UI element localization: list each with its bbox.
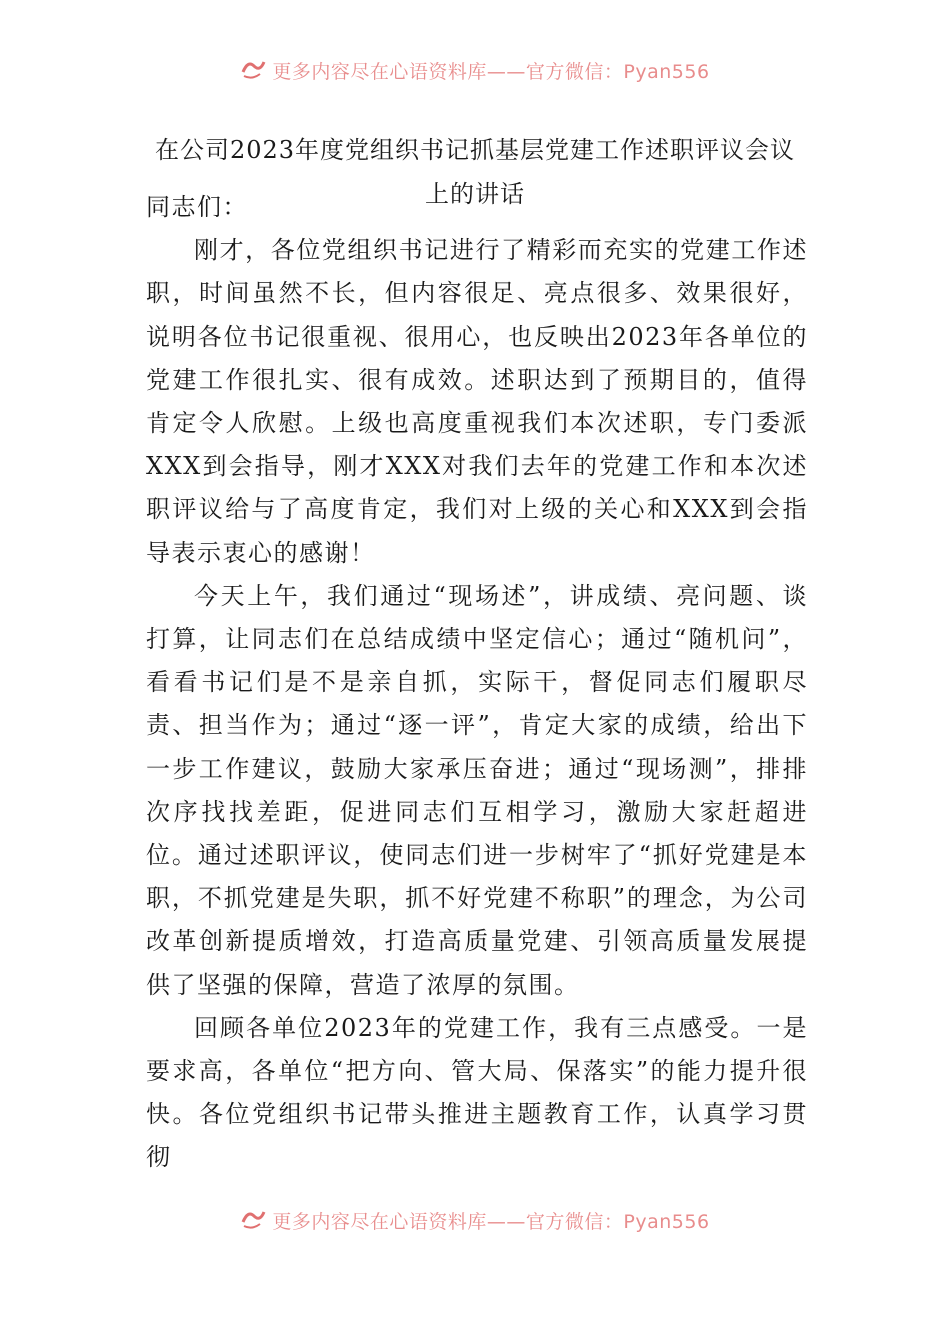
title-line-2: 上的讲话 bbox=[425, 180, 525, 208]
title-line-1: 在公司2023年度党组织书记抓基层党建工作述职评议会议 bbox=[154, 136, 796, 164]
watermark-header bbox=[0, 58, 950, 84]
watermark-text: 更多内容尽在心语资料库——官方微信：Pyan556 bbox=[272, 61, 710, 83]
document-body bbox=[146, 186, 808, 1180]
logo-icon bbox=[240, 1208, 266, 1234]
paragraph-2: 今天上午，我们通过“现场述”，讲成绩、亮问题、谈打算，让同志们在总结成绩中坚定信心；通过“随机问”，看看书记们是不是亲自抓，实际干，督促同志们履职尽责、担当作为；通过“逐一评”，肯定大家的成绩，给出下一步工作建议，鼓励大家承压奋进；通过“现场测”，排排次序找找差距，促进同志们互相学习，激励大家赶超进位。通过述职评议，使同志们进一步树牢了“抓好党建是本职，不抓党建是失职，抓不好党建不称职”的理念，为公司改革创新提质增效，打造高质量党建、引领高质量发展提供了坚强的保障，营造了浓厚的氛围。 bbox=[146, 581, 808, 999]
watermark-footer bbox=[0, 1208, 950, 1234]
paragraph-3: 回顾各单位2023年的党建工作，我有三点感受。一是要求高，各单位“把方向、管大局、保落实”的能力提升很快。各位党组织书记带头推进主题教育工作，认真学习贯彻 bbox=[146, 1013, 808, 1172]
logo-icon bbox=[240, 58, 266, 84]
watermark-text: 更多内容尽在心语资料库——官方微信：Pyan556 bbox=[272, 1211, 710, 1233]
salutation: 同志们： bbox=[146, 193, 248, 221]
paragraph-1: 刚才，各位党组织书记进行了精彩而充实的党建工作述职，时间虽然不长，但内容很足、亮点很多、效果很好，说明各位书记很重视、很用心，也反映出2023年各单位的党建工作很扎实、很有成效。述职达到了预期目的，值得肯定令人欣慰。上级也高度重视我们本次述职，专门委派XXX到会指导，刚才XXX对我们去年的党建工作和本次述职评议给与了高度肯定，我们对上级的关心和XXX到会指导表示衷心的感谢！ bbox=[146, 236, 808, 567]
